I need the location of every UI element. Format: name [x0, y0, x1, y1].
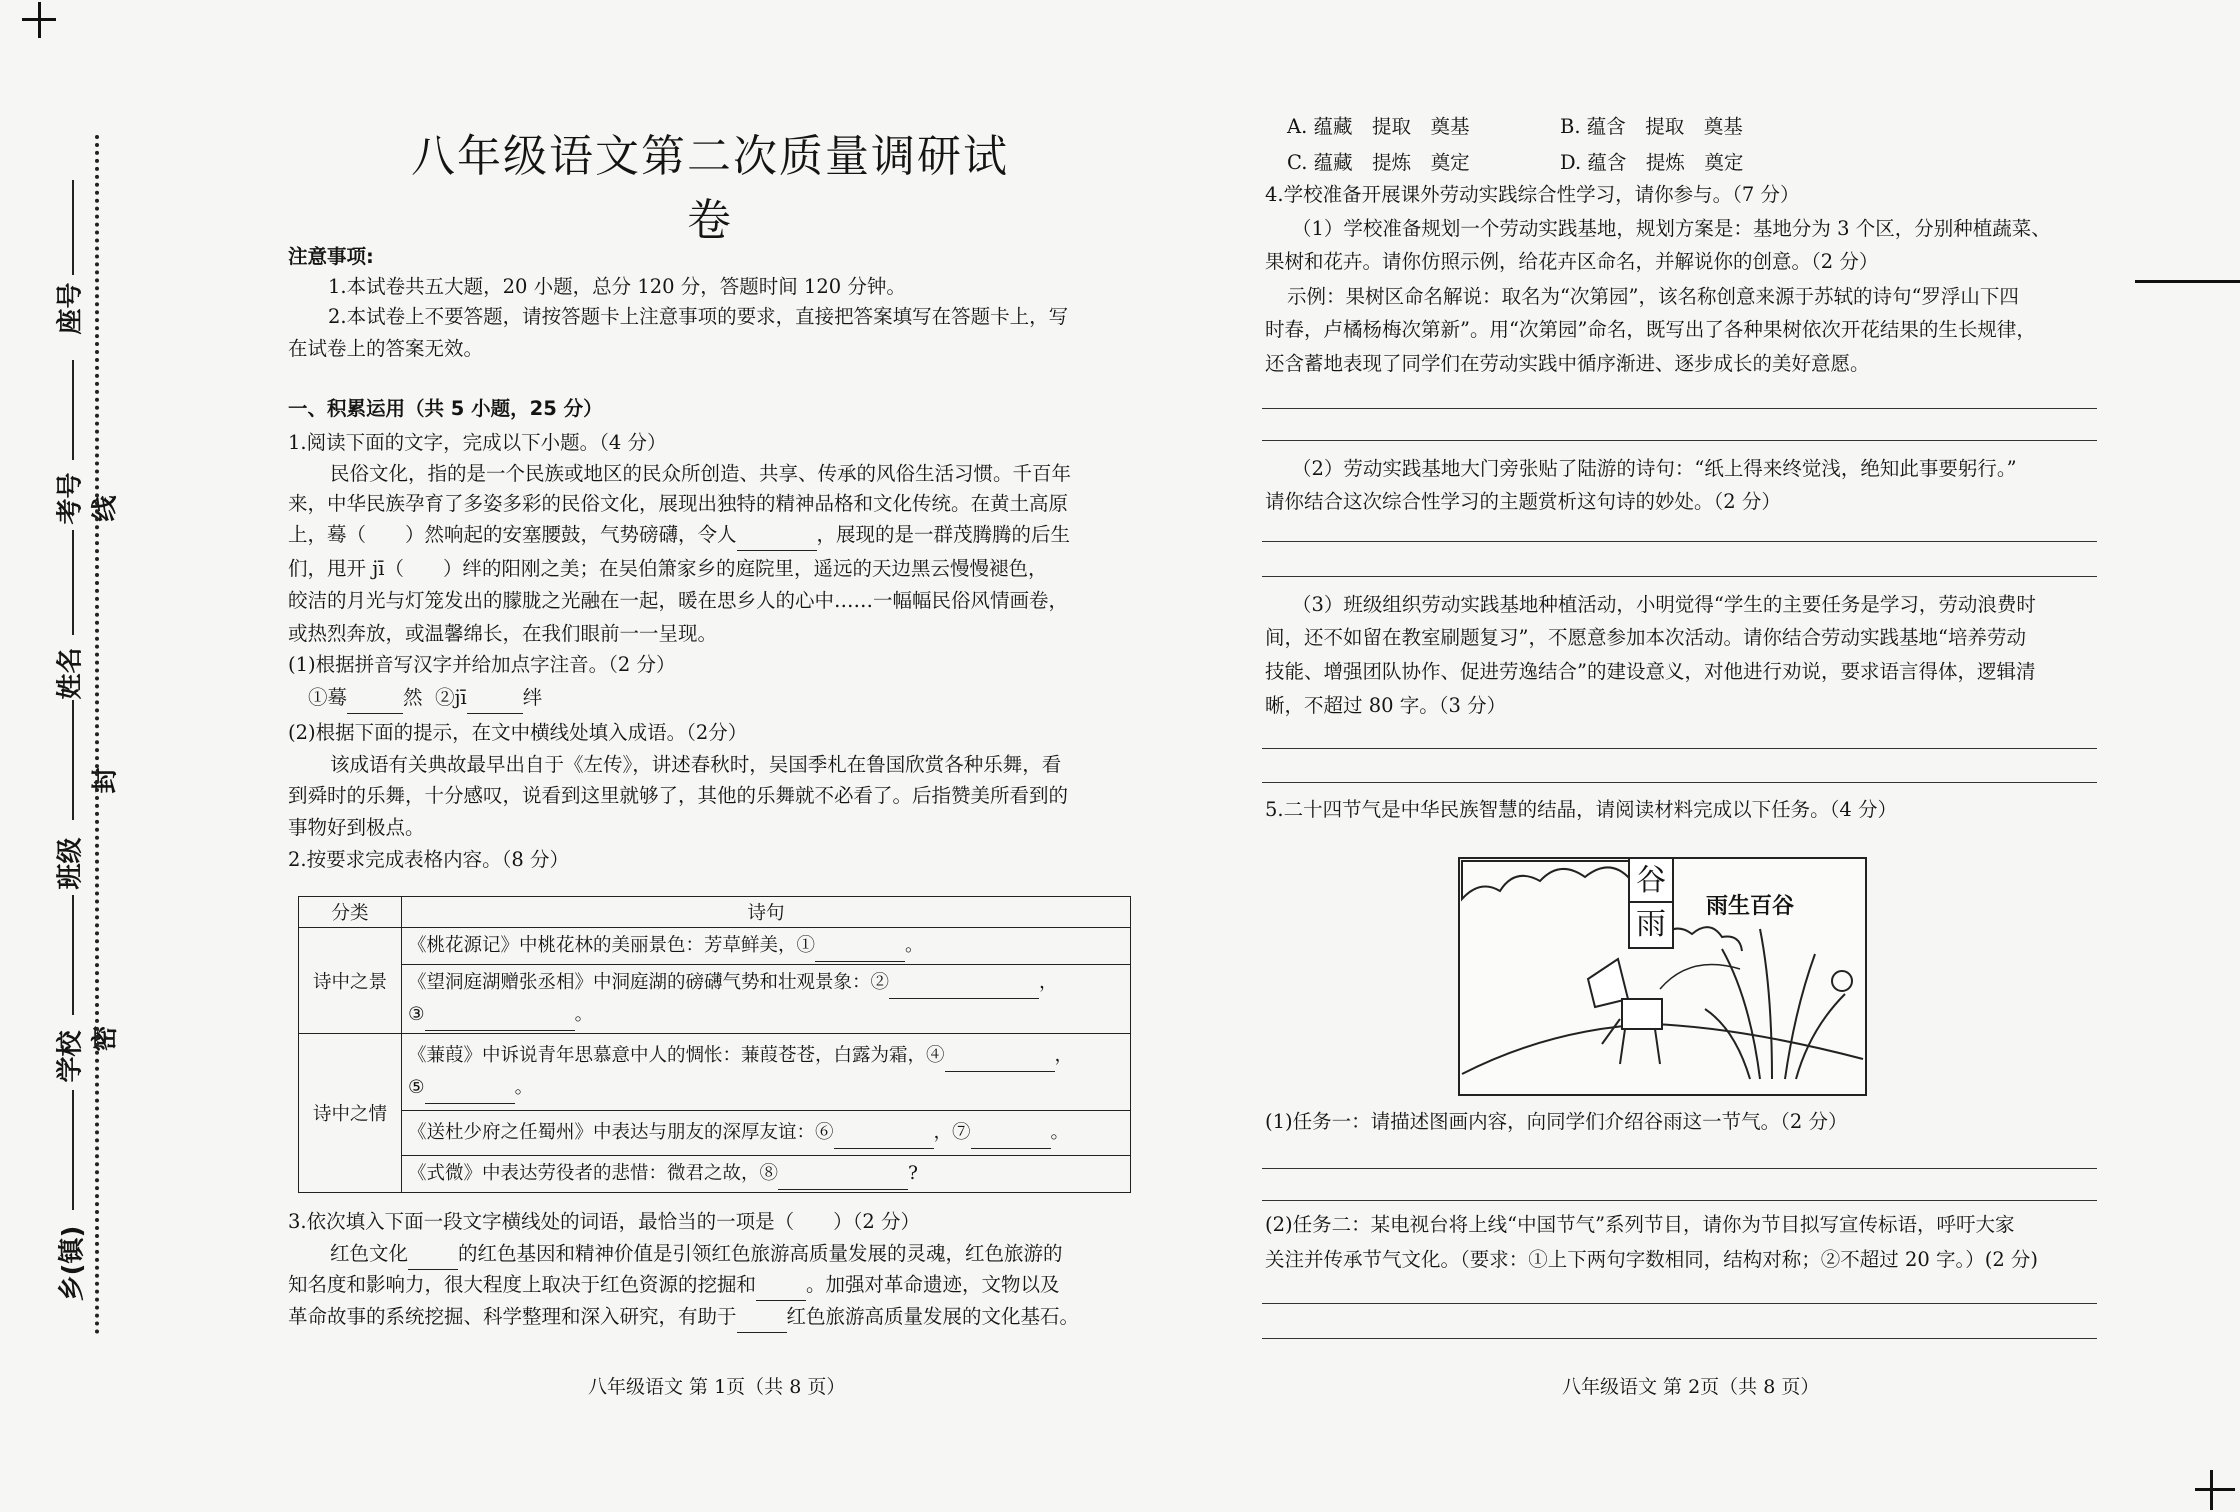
table-row [299, 928, 1131, 965]
school-label: 学校 [55, 1030, 86, 1083]
q3-blank [408, 1249, 458, 1270]
notes-item-2-cont: 在试卷上的答案无效。 [288, 337, 484, 360]
poem-text: ③ [408, 1004, 425, 1025]
col-poem: 诗句 [402, 897, 1131, 928]
answer-blank [778, 1169, 908, 1190]
q4-sub1-line: 果树和花卉。请你仿照示例，给花卉区命名，并解说你的创意。（2 分） [1265, 250, 1879, 273]
blank-a-suffix: 然 [403, 686, 423, 709]
notes-item-2: 2.本试卷上不要答题，请按答题卡上注意事项的要求，直接把答案填写在答题卡上，写 [328, 305, 1069, 328]
blank-a-prefix: ①蓦 [308, 686, 348, 709]
q4-sub3-line: 晰，不超过 80 字。（3 分） [1265, 694, 1507, 717]
q1-sub2: (2)根据下面的提示，在文中横线处填入成语。（2分） [288, 721, 748, 744]
answer-blank [425, 1010, 575, 1031]
blank-b-prefix: ②jī [434, 686, 467, 709]
term-char-1: 谷 [1628, 857, 1674, 905]
q1-sub2-line: 到舜时的乐舞，十分感叹，说看到这里就够了，其他的乐舞就不必看了。后指赞美所看到的 [288, 784, 1069, 807]
q1-sub1: (1)根据拼音写汉字并给加点字注音。（2 分） [288, 653, 676, 676]
exam-no-line [72, 360, 74, 460]
footer-right: 八年级语文 第 2页（共 8 页） [1562, 1376, 1820, 1398]
q1-passage-part: ，展现的是一群茂腾腾的后生 [816, 523, 1071, 546]
answer-line[interactable] [1262, 782, 2097, 783]
answer-blank [945, 1051, 1055, 1072]
poem-text: 《桃花源记》中桃花林的美丽景色：芳草鲜美，① [408, 935, 816, 956]
name-line [72, 530, 74, 635]
q4-sub2-line: （2）劳动实践基地大门旁张贴了陆游的诗句：“纸上得来终觉浅，绝知此事要躬行。” [1292, 457, 2017, 480]
answer-blank [971, 1128, 1051, 1149]
exam-no-label: 考号 [55, 472, 86, 525]
seal-secret-label: 密 [90, 1025, 121, 1052]
q3-blank [737, 1312, 787, 1333]
q1-passage-line: 皎洁的月光与灯笼发出的朦胧之光融在一起，暖在思乡人的心中……一幅幅民俗风情画卷， [288, 589, 1069, 612]
poem-cell: 《送杜少府之任蜀州》中表达与朋友的深厚友谊：⑥ ，⑦ 。 [402, 1111, 1131, 1156]
answer-line[interactable] [1262, 1303, 2097, 1304]
q1-passage-line: 民俗文化，指的是一个民族或地区的民众所创造、共享、传承的风俗生活习惯。千百年 [330, 462, 1072, 485]
notes-item-1: 1.本试卷共五大题，20 小题，总分 120 分，答题时间 120 分钟。 [328, 275, 906, 298]
seat-line [72, 180, 74, 275]
footer-left: 八年级语文 第 1页（共 8 页） [588, 1376, 846, 1398]
q4-example-line: 时春，卢橘杨梅次第新”。用“次第园”命名，既写出了各种果树依次开花结果的生长规律， [1265, 318, 2036, 341]
poem-text: ⑤ [408, 1077, 425, 1098]
q1-stem: 1.阅读下面的文字，完成以下小题。（4 分） [288, 431, 667, 454]
poem-text: ? [908, 1163, 918, 1184]
q4-sub2-line: 请你结合这次综合性学习的主题赏析这句诗的妙处。（2 分） [1265, 490, 1781, 513]
poem-text: ，⑦ [933, 1122, 971, 1143]
q3-blank [756, 1280, 806, 1301]
q3-line [288, 1268, 1060, 1301]
category-scene: 诗中之景 [299, 928, 402, 1034]
q3-stem: 3.依次填入下面一段文字横线处的词语，最恰当的一项是（ ）（2 分） [288, 1210, 920, 1233]
poem-table [298, 896, 1131, 1193]
q3-line [288, 1300, 1079, 1333]
class-line [72, 700, 74, 820]
q4-sub1-line: （1）学校准备规划一个劳动实践基地，规划方案是：基地分为 3 个区，分别种植蔬菜、 [1292, 217, 2051, 240]
crop-mark [22, 18, 56, 21]
seat-label: 座号 [55, 282, 86, 335]
q1-passage-part: 上，蓦（ ）然响起的安塞腰鼓，气势磅礴，令人 [288, 523, 737, 546]
illustration-caption: 雨生百谷 [1706, 894, 1795, 919]
q5-stem: 5.二十四节气是中华民族智慧的结晶，请阅读材料完成以下任务。（4 分） [1265, 798, 1897, 821]
answer-line[interactable] [1262, 1200, 2097, 1201]
category-emotion: 诗中之情 [299, 1034, 402, 1193]
crop-mark [2135, 280, 2240, 283]
q1-passage-line: 们，甩开 jī（ ）绊的阳刚之美；在吴伯箫家乡的庭院里，遥远的天边黑云慢慢褪色， [288, 557, 1048, 580]
q1-sub1-blanks [308, 681, 542, 714]
q3-part: 红色文化 [330, 1242, 409, 1265]
page-title: 八年级语文第二次质量调研试卷 [411, 131, 1009, 246]
table-row [299, 1034, 1131, 1111]
answer-blank [834, 1128, 934, 1149]
poem-text: 《望洞庭湖赠张丞相》中洞庭湖的磅礴气势和壮观景象：② [408, 972, 890, 993]
answer-blank [815, 941, 905, 962]
poem-cell: 《望洞庭湖赠张丞相》中洞庭湖的磅礴气势和壮观景象：② ， ③ 。 [402, 965, 1131, 1034]
blank-b [467, 693, 523, 714]
idiom-blank [737, 530, 817, 551]
township-line [72, 1090, 74, 1210]
poem-text: 《式微》中表达劳役者的悲惜：微君之故，⑧ [408, 1163, 779, 1184]
grain-rain-illustration [1458, 857, 1867, 1096]
answer-line[interactable] [1262, 576, 2097, 577]
col-category: 分类 [299, 897, 402, 928]
q3-line [330, 1237, 1063, 1270]
answer-line[interactable] [1262, 541, 2097, 542]
q1-passage-line: 来，中华民族孕育了多姿多彩的民俗文化，展现出独特的精神品格和文化传统。在黄土高原 [288, 492, 1069, 515]
answer-blank [889, 978, 1039, 999]
answer-line[interactable] [1262, 748, 2097, 749]
q4-example-line: 还含蓄地表现了同学们在劳动实践中循序渐进、逐步成长的美好意愿。 [1265, 352, 1870, 375]
q3-part: 。加强对革命遗迹，文物以及 [806, 1273, 1060, 1296]
answer-line[interactable] [1262, 1338, 2097, 1339]
seal-seal-label: 封 [90, 767, 121, 794]
poem-text: 《蒹葭》中诉说青年思慕意中人的惆怅：蒹葭苍苍，白露为霜，④ [408, 1045, 945, 1066]
q3-option-c: C. 蕴藏 提炼 奠定 [1287, 151, 1470, 174]
township-label: 乡(镇) [57, 1225, 88, 1302]
section-heading: 一、积累运用（共 5 小题，25 分） [288, 397, 603, 420]
table-row [299, 1156, 1131, 1193]
answer-line[interactable] [1262, 440, 2097, 441]
blank-a [347, 693, 403, 714]
name-label: 姓名 [55, 647, 86, 700]
q3-part: 红色旅游高质量发展的文化基石。 [786, 1305, 1080, 1328]
seal-dotted-line [95, 135, 99, 1335]
q4-example-line: 示例：果树区命名解说：取名为“次第园”，该名称创意来源于苏轼的诗句“罗浮山下四 [1287, 285, 2019, 308]
answer-line[interactable] [1262, 1168, 2097, 1169]
answer-line[interactable] [1262, 408, 2097, 409]
class-label: 班级 [55, 837, 86, 890]
q1-sub2-line: 该成语有关典故最早出自于《左传》，讲述春秋时，吴国季札在鲁国欣赏各种乐舞，看 [330, 753, 1062, 776]
q3-part: 革命故事的系统挖掘、科学整理和深入研究，有助于 [288, 1305, 737, 1328]
table-row [299, 965, 1131, 1034]
q3-part: 知名度和影响力，很大程度上取决于红色资源的挖掘和 [288, 1273, 757, 1296]
q4-sub3-line: 间，还不如留在教室刷题复习”，不愿意参加本次活动。请你结合劳动实践基地“培养劳动 [1265, 626, 2026, 649]
notes-heading: 注意事项: [288, 245, 374, 268]
crop-mark [2195, 1488, 2235, 1491]
answer-blank [425, 1083, 515, 1104]
q5-task1: (1)任务一：请描述图画内容，向同学们介绍谷雨这一节气。（2 分） [1265, 1110, 1848, 1133]
table-header-row [299, 897, 1131, 928]
q5-task2-line: 关注并传承节气文化。（要求：①上下两句字数相同，结构对称；②不超过 20 字。）(2 分) [1265, 1248, 2039, 1271]
q2-stem: 2.按要求完成表格内容。（8 分） [288, 848, 569, 871]
poem-text: 《送杜少府之任蜀州》中表达与朋友的深厚友谊：⑥ [408, 1122, 834, 1143]
q3-option-a: A. 蕴藏 提取 奠基 [1287, 115, 1470, 138]
poem-cell: 《桃花源记》中桃花林的美丽景色：芳草鲜美，① 。 [402, 928, 1131, 965]
q5-task2-line: (2)任务二：某电视台将上线“中国节气”系列节目，请你为节目拟写宣传标语，呼吁大家 [1265, 1213, 2015, 1236]
poem-cell [402, 1156, 1131, 1193]
q1-sub2-line: 事物好到极点。 [288, 816, 425, 839]
school-line [72, 895, 74, 1015]
blank-b-suffix: 绊 [522, 686, 543, 709]
q1-passage-line [288, 518, 1070, 551]
poem-cell: 《蒹葭》中诉说青年思慕意中人的惆怅：蒹葭苍苍，白露为霜，④ ， ⑤ 。 [402, 1034, 1131, 1111]
table-row [299, 1111, 1131, 1156]
q3-option-b: B. 蕴含 提取 奠基 [1560, 115, 1743, 138]
q4-sub3-line: （3）班级组织劳动实践基地种植活动，小明觉得“学生的主要任务是学习，劳动浪费时 [1292, 593, 2036, 616]
q1-passage-line: 或热烈奔放，或温馨绵长，在我们眼前一一呈现。 [288, 622, 718, 645]
term-char-2: 雨 [1628, 901, 1674, 949]
q4-stem: 4.学校准备开展课外劳动实践综合性学习，请你参与。（7 分） [1265, 183, 1800, 206]
q3-option-d: D. 蕴含 提炼 奠定 [1560, 151, 1744, 174]
seal-line-label: 线 [90, 495, 121, 522]
q4-sub3-line: 技能、增强团队协作、促进劳逸结合”的建设意义，对他进行劝说，要求语言得体，逻辑清 [1265, 660, 2036, 683]
q3-part: 的红色基因和精神价值是引领红色旅游高质量发展的灵魂，红色旅游的 [458, 1242, 1063, 1265]
